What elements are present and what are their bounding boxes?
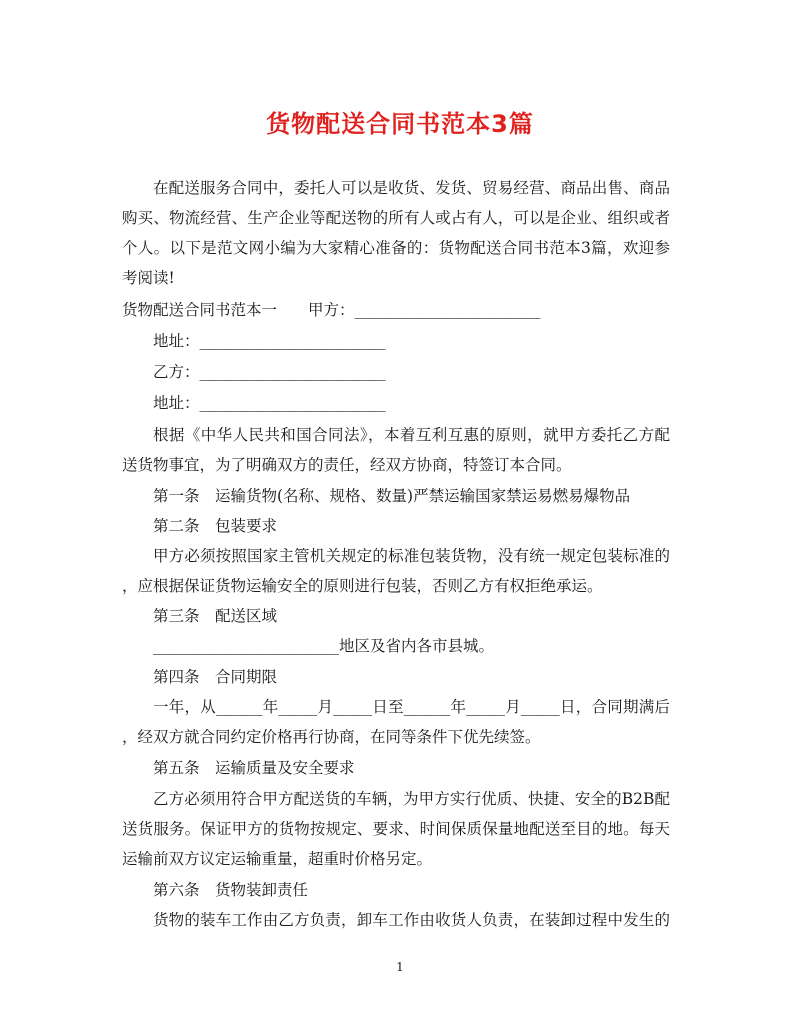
paragraph-line: ________________________地区及省内各市县城。 [153,637,495,655]
document-title: 货物配送合同书范本3篇 [266,110,534,138]
paragraph-line: ，经双方就合同约定价格再行协商，在同等条件下优先续签。 [122,728,541,746]
article-heading: 第一条 运输货物(名称、规格、数量)严禁运输国家禁运易燃易爆物品 [153,487,631,505]
article-heading: 第二条 包装要求 [153,517,278,535]
party-b-field: 乙方：________________________ [153,363,386,381]
article-heading: 第三条 配送区域 [153,607,278,625]
article-heading: 第四条 合同期限 [153,668,278,686]
contract-heading-party-a: 货物配送合同书范本一 甲方：________________________ [122,301,541,319]
paragraph-line: 个人。以下是范文网小编为大家精心准备的：货物配送合同书范本3篇，欢迎参 [122,239,670,257]
paragraph-line: 甲方必须按照国家主管机关规定的标准包装货物，没有统一规定包装标准的 [153,547,670,565]
paragraph-line: 在配送服务合同中，委托人可以是收货、发货、贸易经营、商品出售、商品 [153,179,670,197]
paragraph-line: 考阅读! [122,269,175,287]
article-heading: 第五条 运输质量及安全要求 [153,759,355,777]
paragraph-line: ，应根据保证货物运输安全的原则进行包装，否则乙方有权拒绝承运。 [122,577,603,595]
paragraph-line: 送货服务。保证甲方的货物按规定、要求、时间保质保量地配送至目的地。每天 [122,820,670,838]
page-number: 1 [396,960,404,974]
address-field: 地址：________________________ [153,394,386,412]
paragraph-line: 送货物事宜，为了明确双方的责任，经双方协商，特签订本合同。 [122,456,572,474]
paragraph-line: 乙方必须用符合甲方配送货的车辆，为甲方实行优质、快捷、安全的B2B配 [153,790,670,808]
paragraph-line: 一年，从______年_____月_____日至______年_____月_____日，合同期满后 [153,698,670,716]
paragraph-line: 购买、物流经营、生产企业等配送物的所有人或占有人，可以是企业、组织或者 [122,209,670,227]
article-heading: 第六条 货物装卸责任 [153,881,309,899]
paragraph-line: 运输前双方议定运输重量，超重时价格另定。 [122,850,433,868]
address-field: 地址：________________________ [153,332,386,350]
paragraph-line: 根据《中华人民共和国合同法》，本着互利互惠的原则，就甲方委托乙方配 [153,426,670,444]
paragraph-line: 货物的装车工作由乙方负责，卸车工作由收货人负责，在装卸过程中发生的 [153,911,670,929]
